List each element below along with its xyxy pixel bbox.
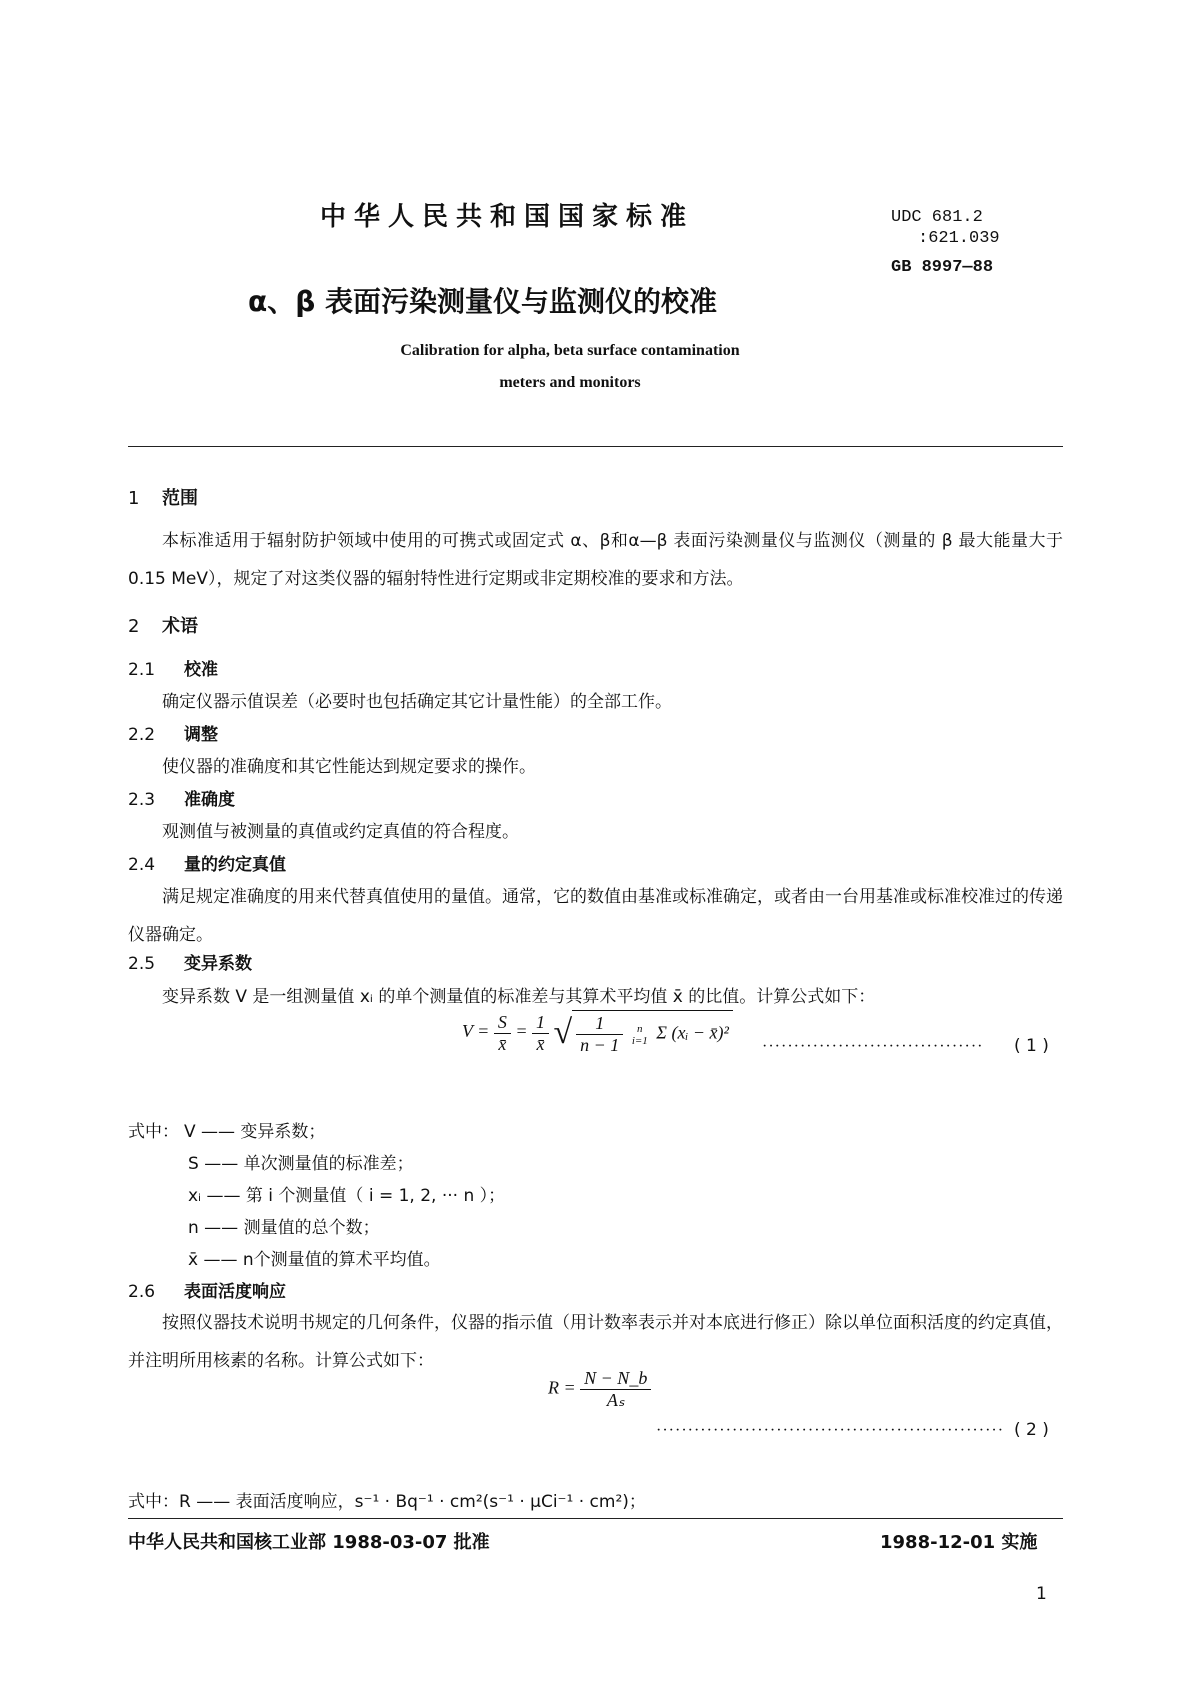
gb-number: GB 8997—88 (891, 258, 994, 277)
fraction-numerator: 1 (576, 1013, 623, 1035)
subsection-2-3-heading (128, 785, 235, 810)
english-title-line-2: meters and monitors (499, 374, 641, 391)
where-item: x̄ —— n个测量值的算术平均值。 (188, 1250, 441, 1270)
fraction-response (580, 1368, 651, 1411)
subsection-2-6-heading (128, 1277, 286, 1302)
subsection-2-3-text: 观测值与被测量的真值或约定真值的符合程度。 (162, 822, 519, 842)
udc-line-2: :621.039 (918, 229, 1000, 248)
footer-divider (128, 1518, 1063, 1519)
subsection-number: 2.6 (128, 1282, 156, 1302)
subsection-2-1-text: 确定仪器示值误差（必要时也包括确定其它计量性能）的全部工作。 (162, 692, 672, 712)
fraction-s-over-xbar (494, 1012, 511, 1055)
document-title: α、β 表面污染测量仪与监测仪的校准 (248, 285, 718, 318)
formula-1-leader-dots: ··································· (762, 1038, 984, 1055)
section-1-text: 本标准适用于辐射防护领域中使用的可携式或固定式 α、β和α—β 表面污染测量仪与监测仪（测量的 β 最大能量大于 0.15 MeV），规定了对这类仪器的辐射特性进行定期或非定期校准的要求和方法。 (128, 531, 1063, 589)
subsection-2-2-heading (128, 720, 218, 745)
section-title: 范围 (162, 488, 198, 509)
header-divider (128, 446, 1063, 447)
sqrt-icon: √ (553, 1014, 573, 1051)
where-item: V —— 变异系数； (184, 1122, 326, 1142)
formula-1-lhs: V = (462, 1021, 490, 1042)
formula-2-number: ( 2 ) (1014, 1420, 1049, 1440)
implementation-line: 1988-12-01 实施 (880, 1532, 1038, 1553)
subsection-2-1-heading (128, 655, 218, 680)
where-2-text: 式中：R —— 表面活度响应，s⁻¹ · Bq⁻¹ · cm²(s⁻¹ · μCi⁻¹ · cm²)； (128, 1492, 646, 1512)
fraction-denominator: x̄ (498, 1033, 507, 1054)
subsection-2-4-heading (128, 850, 286, 875)
subsection-2-4-text: 满足规定准确度的用来代替真值使用的量值。通常，它的数值由基准或标准确定，或者由一台用基准或标准校准过的传递仪器确定。 (128, 887, 1063, 945)
fraction-denominator: x̄ (536, 1033, 545, 1054)
subsection-title: 量的约定真值 (184, 855, 286, 875)
sum-upper-limit: n (637, 1022, 643, 1035)
national-standard-heading: 中华人民共和国国家标准 (320, 202, 695, 232)
summation-body: Σ (xᵢ − x̄)² (656, 1022, 729, 1043)
subsection-title: 调整 (184, 725, 218, 745)
fraction-one-over-n-minus-1 (576, 1013, 623, 1056)
sum-lower-limit: i=1 (631, 1034, 648, 1047)
formula-2-lhs: R = (548, 1377, 576, 1398)
fraction-denominator: n − 1 (580, 1035, 620, 1055)
sqrt-body (572, 1010, 733, 1056)
section-2-heading (128, 612, 198, 638)
approval-line: 中华人民共和国核工业部 1988-03-07 批准 (128, 1532, 490, 1553)
subsection-number: 2.4 (128, 855, 156, 875)
subsection-2-6-text: 按照仪器技术说明书规定的几何条件，仪器的指示值（用计数率表示并对本底进行修正）除以单位面积活度的约定真值，并注明所用核素的名称。计算公式如下： (128, 1313, 1063, 1371)
udc-line-1: UDC 681.2 (891, 208, 983, 227)
fraction-numerator: 1 (532, 1012, 549, 1034)
subsection-title: 校准 (184, 660, 218, 680)
page-number: 1 (1036, 1584, 1047, 1604)
subsection-title: 准确度 (184, 790, 235, 810)
subsection-2-5-text: 变异系数 V 是一组测量值 xᵢ 的单个测量值的标准差与其算术平均值 x̄ 的比值。计算公式如下： (162, 987, 876, 1007)
formula-2-leader-dots: ······················································· (656, 1422, 1005, 1439)
fraction-numerator: S (494, 1012, 511, 1034)
fraction-denominator: Aₛ (606, 1390, 625, 1410)
english-title-line-1: Calibration for alpha, beta surface contamination (400, 342, 740, 359)
subsection-2-2-text: 使仪器的准确度和其它性能达到规定要求的操作。 (162, 757, 536, 777)
fraction-one-over-xbar (532, 1012, 549, 1055)
where-item: n —— 测量值的总个数； (188, 1218, 380, 1238)
formula-1-number: ( 1 ) (1014, 1036, 1049, 1056)
equals-sign: = (515, 1021, 528, 1042)
section-1-heading (128, 484, 198, 510)
subsection-2-5-heading (128, 949, 252, 974)
subsection-number: 2.2 (128, 725, 156, 745)
formula-1 (462, 1010, 733, 1056)
formula-2 (548, 1368, 651, 1411)
subsection-number: 2.5 (128, 954, 156, 974)
subsection-title: 表面活度响应 (184, 1282, 286, 1302)
subsection-title: 变异系数 (184, 954, 252, 974)
section-number: 2 (128, 616, 140, 637)
where-label: 式中： (128, 1122, 179, 1142)
fraction-numerator: N − N_b (580, 1368, 651, 1390)
where-item: xᵢ —— 第 i 个测量值（ i = 1, 2, ··· n ）； (188, 1186, 506, 1206)
summation-limits (628, 1023, 652, 1047)
subsection-number: 2.1 (128, 660, 156, 680)
subsection-number: 2.3 (128, 790, 156, 810)
where-item: S —— 单次测量值的标准差； (188, 1154, 414, 1174)
section-number: 1 (128, 488, 140, 509)
section-title: 术语 (162, 616, 198, 637)
